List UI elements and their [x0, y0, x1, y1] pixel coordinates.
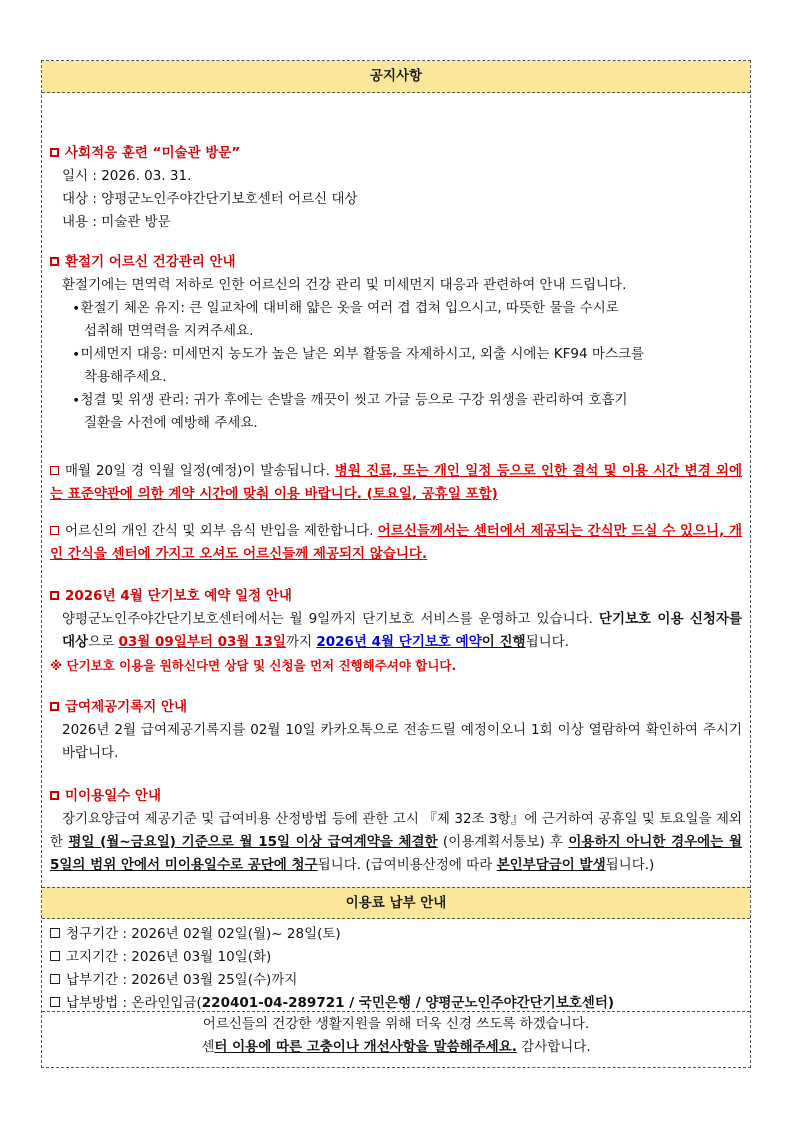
short-term-note: ※ 단기보호 이용을 원하신다면 상담 및 신청을 먼저 진행해주셔야 합니다. — [50, 658, 457, 673]
checkbox-icon — [50, 928, 60, 938]
schedule-text: 매월 20일 경 익월 일정(예정)이 발송됩니다. — [65, 463, 335, 479]
section-short-term — [50, 585, 742, 677]
section-title-text: 환절기 어르신 건강관리 안내 — [65, 254, 236, 270]
section-title-text: 사회적응 훈련 “미술관 방문” — [65, 145, 241, 161]
checkbox-icon — [50, 702, 59, 711]
snacks-text: 어르신의 개인 간식 및 외부 음식 반입을 제한합니다. — [65, 523, 378, 539]
health-bullet-2: ∙미세먼지 대응: 미세먼지 농도가 높은 날은 외부 활동을 자제하시고, 외출 시에는 KF94 마스크를 — [72, 346, 645, 362]
section-title — [50, 785, 742, 808]
event-content: 내용 : 미술관 방문 — [62, 214, 171, 230]
checkbox-icon — [50, 257, 59, 266]
payment-header: 이용료 납부 안내 — [42, 887, 750, 919]
snacks-emphasis: 어르신들께서는 센터에서 제공되는 간식만 드실 수 있으니, 개인 간식을 센터에 가지고 오셔도 어르신들께 제공되지 않습니다. — [50, 523, 742, 562]
section-art-visit — [50, 142, 742, 234]
section-title — [50, 696, 742, 719]
section-schedule — [50, 460, 742, 506]
health-bullet-3-cont: 질환을 사전에 예방해 주세요. — [84, 415, 258, 431]
section-title — [50, 142, 742, 165]
section-health — [50, 251, 742, 435]
closing-line-1: 어르신들의 건강한 생활지원을 위해 더욱 신경 쓰도록 하겠습니다. — [202, 1016, 590, 1032]
records-text: 2026년 2월 급여제공기록지를 02월 10일 카카오톡으로 전송드릴 예정이오니 1회 이상 열람하여 확인하여 주시기 바랍니다. — [62, 722, 742, 761]
checkbox-icon — [50, 148, 59, 157]
health-intro: 환절기에는 면역력 저하로 인한 어르신의 건강 관리 및 미세먼지 대응과 관련하여 안내 드립니다. — [62, 277, 627, 293]
schedule-emphasis: 병원 진료, 또는 개인 일정 등으로 인한 결석 및 이용 시간 변경 외에는 표준약관에 의한 계약 시간에 맞춰 이용 바랍니다. (토요일, 공휴일 포함) — [50, 463, 743, 502]
notice-body — [42, 93, 750, 887]
health-bullet-1-cont: 섭취해 면역력을 지켜주세요. — [84, 323, 254, 339]
checkbox-icon — [50, 466, 59, 475]
section-title-text: 미이용일수 안내 — [65, 788, 161, 804]
payment-row: 납부기간 : 2026년 03월 25일(수)까지 — [50, 969, 750, 992]
section-title — [50, 251, 742, 274]
closing-line-2: 센터 이용에 따른 고충이나 개선사항을 말씀해주세요. 감사합니다. — [201, 1039, 591, 1055]
payment-row: 고지기간 : 2026년 03월 10일(화) — [50, 946, 750, 969]
notice-sheet — [41, 60, 751, 1068]
checkbox-icon — [50, 791, 59, 800]
section-records — [50, 696, 742, 765]
checkbox-icon — [50, 997, 60, 1007]
checkbox-icon — [50, 951, 60, 961]
payment-row: 청구기간 : 2026년 02월 02일(월)~ 28일(토) — [50, 923, 750, 946]
checkbox-icon — [50, 974, 60, 984]
checkbox-icon — [50, 591, 59, 600]
section-title-text: 2026년 4월 단기보호 예약 일정 안내 — [65, 588, 292, 604]
checkbox-icon — [50, 526, 59, 535]
section-title-text: 급여제공기록지 안내 — [65, 699, 188, 715]
closing-message — [42, 1012, 750, 1059]
notice-header: 공지사항 — [42, 61, 750, 93]
event-target: 대상 : 양평군노인주야간단기보호센터 어르신 대상 — [62, 191, 358, 207]
unused-days-text: 장기요양급여 제공기준 및 급여비용 산정방법 등에 관한 고시 『제 32조 3항』에 근거하여 공휴일 및 토요일을 제외한 평일 (월~금요일) 기준으로 월 15일 이상 급여계약을 체결한 (이용계획서통보) 후 이용하지 아니한 경우에는 월 5일의 범위 안에서 미이용일수로 공단에 청구됩니다. (급여비용산정에 따라 본인부담금이 발생됩니다.) — [50, 811, 742, 873]
payment-method: 납부방법 : 온라인입금(220401-04-289721 / 국민은행 / 양평군노인주야간단기보호센터) — [50, 992, 750, 1015]
section-unused-days — [50, 785, 742, 877]
section-title — [50, 585, 742, 608]
health-bullet-1: ∙환절기 체온 유지: 큰 일교차에 대비해 얇은 옷을 여러 겹 겹쳐 입으시고, 따뜻한 물을 수시로 — [72, 300, 619, 316]
event-date: 일시 : 2026. 03. 31. — [62, 168, 192, 184]
health-bullet-3: ∙청결 및 위생 관리: 귀가 후에는 손발을 깨끗이 씻고 가글 등으로 구강 위생을 관리하여 호흡기 — [72, 392, 628, 408]
health-bullet-2-cont: 착용해주세요. — [84, 369, 167, 385]
payment-list — [42, 919, 750, 1012]
section-snacks — [50, 520, 742, 566]
short-term-text: 양평군노인주야간단기보호센터에서는 월 9일까지 단기보호 서비스를 운영하고 있습니다. 단기보호 이용 신청자를 대상으로 03월 09일부터 03월 13일까지 2026년 4월 단기보호 예약이 진행됩니다. — [62, 611, 743, 650]
